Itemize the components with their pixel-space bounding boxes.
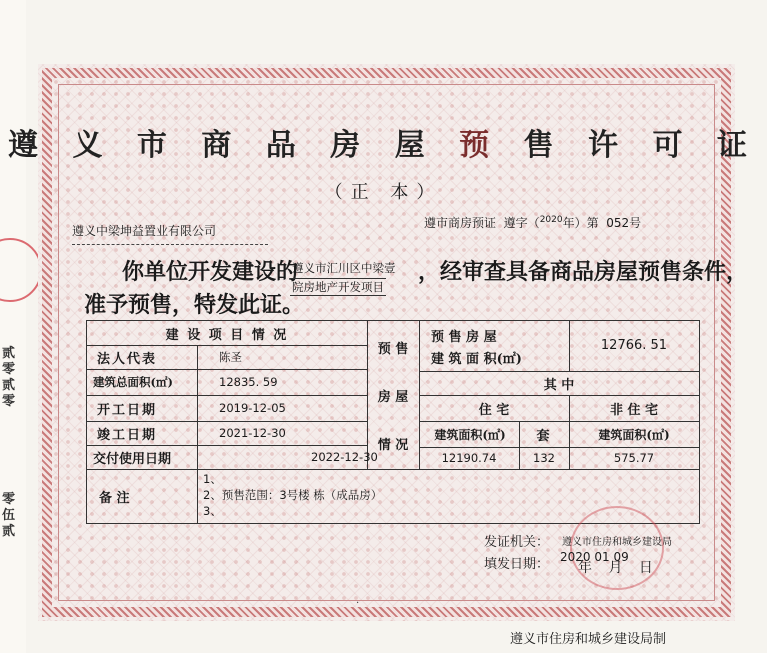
non-residential-label: 非 住 宅 bbox=[609, 402, 659, 418]
project-info-header: 建 设 项 目 情 况 bbox=[165, 327, 289, 343]
row-label: 开工日期 bbox=[97, 402, 158, 418]
issuer-value: 遵义市住房和城乡建设局 bbox=[562, 537, 672, 548]
completion-date-value: 2021-12-30 bbox=[219, 426, 286, 440]
edge-char: 零 bbox=[2, 492, 16, 507]
project-name-line-1: 遵义市汇川区中梁壹 bbox=[292, 261, 396, 275]
issue-date-label: 填发日期： bbox=[484, 557, 550, 572]
company-underline bbox=[72, 244, 268, 245]
res-units-value: 132 bbox=[533, 451, 555, 465]
presale-area-label: 预 售 房 屋 bbox=[431, 329, 497, 345]
presale-area-label: 建 筑 面 积(㎡) bbox=[431, 351, 522, 367]
presale-col-label: 预 售 bbox=[377, 341, 409, 357]
nonres-area-value: 575.77 bbox=[613, 451, 655, 465]
legal-rep-value: 陈圣 bbox=[219, 350, 242, 364]
presale-info-table bbox=[86, 320, 700, 524]
edge-char: 零 bbox=[2, 394, 16, 409]
declaration-line-2: ，经审查具备商品房屋预售条件， bbox=[418, 259, 749, 285]
remark-line: 1、 bbox=[203, 472, 222, 486]
decorative-mark: · bbox=[356, 598, 360, 609]
declaration-line-1: 你单位开发建设的 bbox=[122, 259, 299, 285]
edge-char: 零 bbox=[2, 362, 16, 377]
partial-red-stamp bbox=[0, 238, 42, 302]
project-name-line-2: 院房地产开发项目 bbox=[292, 280, 384, 294]
row-label: 交付使用日期 bbox=[93, 451, 172, 467]
issue-date-value: 2020 01 09 bbox=[560, 550, 629, 564]
res-area-value: 12190.74 bbox=[441, 451, 497, 465]
presale-area-value: 12766. 51 bbox=[600, 337, 668, 353]
footer-maker: 遵义市住房和城乡建设局制 bbox=[510, 632, 667, 647]
of-which-label: 其 中 bbox=[543, 377, 575, 393]
row-label: 建筑总面积(㎡) bbox=[93, 375, 173, 389]
total-area-value: 12835. 59 bbox=[219, 375, 278, 389]
remark-line: 2、预售范围：3号楼 栋（成品房） bbox=[203, 488, 383, 502]
edge-char: 贰 bbox=[2, 378, 16, 393]
company-name: 遵义中梁坤益置业有限公司 bbox=[72, 224, 217, 238]
start-date-value: 2019-12-05 bbox=[219, 401, 286, 415]
row-label: 竣工日期 bbox=[97, 427, 158, 443]
issue-date-ymd: 年 月 日 bbox=[578, 560, 659, 576]
residential-label: 住 宅 bbox=[478, 402, 510, 418]
res-units-label: 套 bbox=[536, 428, 552, 444]
remarks-label: 备 注 bbox=[99, 490, 130, 506]
certificate-number: 遵市商房预证 遵字（$^{2020}$年）第 052号 bbox=[424, 215, 642, 230]
res-area-label: 建筑面积(㎡) bbox=[434, 427, 506, 442]
nonres-area-label: 建筑面积(㎡) bbox=[598, 427, 670, 442]
declaration-line-3: 准予预售，特发此证。 bbox=[84, 292, 305, 318]
certificate-title: 遵 义 市 商 品 房 屋 预 售 许 可 证 bbox=[8, 128, 759, 163]
edge-char: 贰 bbox=[2, 346, 16, 361]
row-label: 法人代表 bbox=[97, 351, 158, 367]
issuer-label: 发证机关： bbox=[484, 535, 550, 550]
adjacent-page-edge bbox=[0, 0, 26, 653]
presale-col-label: 房 屋 bbox=[377, 389, 409, 405]
official-seal bbox=[570, 506, 664, 590]
remark-line: 3、 bbox=[203, 504, 222, 518]
presale-col-label: 情 况 bbox=[377, 437, 409, 453]
edge-char: 伍 bbox=[2, 508, 16, 523]
delivery-date-value: 2022-12-30 bbox=[311, 450, 378, 464]
certificate-subtitle: （正 本） bbox=[324, 182, 443, 203]
edge-char: 贰 bbox=[2, 524, 16, 539]
